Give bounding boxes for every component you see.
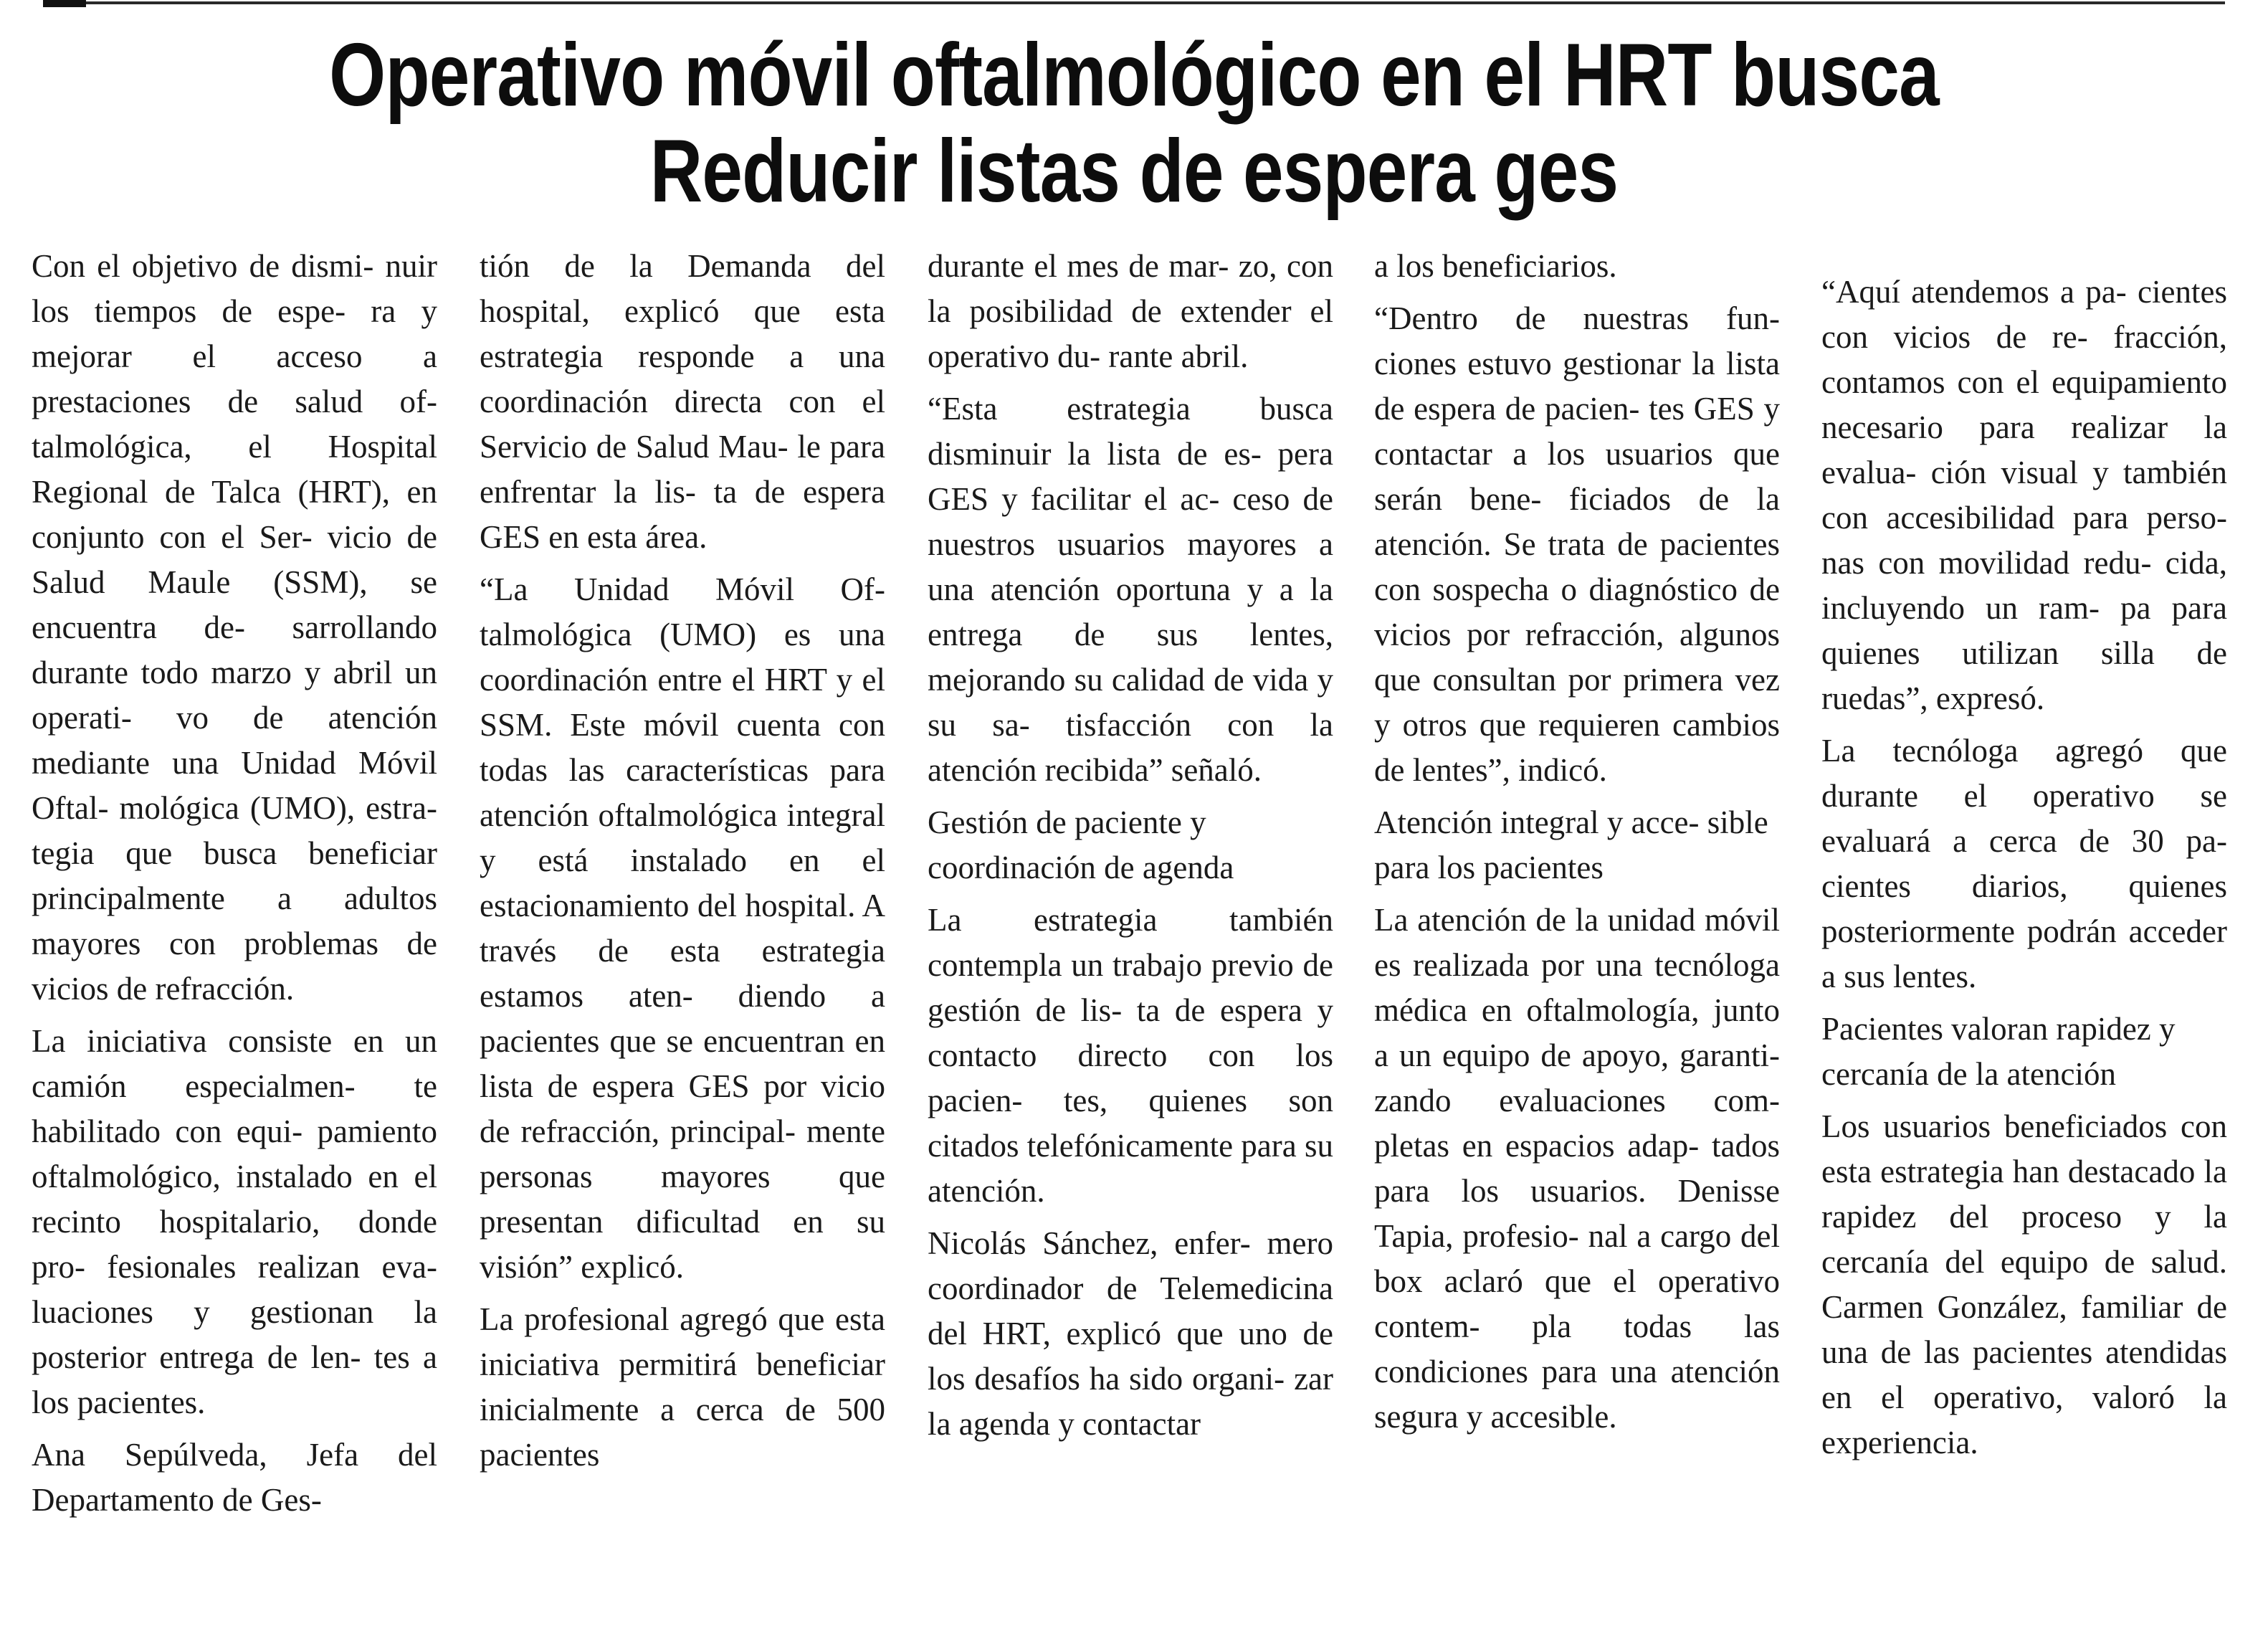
paragraph: durante el mes de mar- zo, con la posibilidad de extender el operativo du- rante abril. <box>928 248 1333 374</box>
headline-line-1: Operativo móvil oftalmológico en el HRT busca <box>329 26 1939 125</box>
column-2 <box>480 244 885 1485</box>
column-1 <box>32 244 437 1530</box>
paragraph: La atención de la unidad móvil es realizada por una tecnóloga médica en oftalmología, junto a un equipo de apoyo, garanti- zando evaluaciones com- pletas en espacios adap- tados para los usuarios. Denisse Tapia, profesio- nal a cargo del box aclaró que el operativo contem- pla todas las condiciones para una atención segura y accesible. <box>1374 902 1780 1435</box>
column-3 <box>928 244 1333 1454</box>
subheading: Gestión de paciente y coordinación de agenda <box>928 804 1234 885</box>
subheading: Atención integral y acce- sible para los pacientes <box>1374 804 1768 885</box>
headline-line-2: Reducir listas de espera ges <box>649 122 1619 221</box>
paragraph: La tecnóloga agregó que durante el operativo se evaluará a cerca de 30 pa- cientes diarios, quienes posteriormente podrán acceder a sus lentes. <box>1821 733 2227 994</box>
paragraph: La estrategia también contempla un trabajo previo de gestión de lis- ta de espera y contacto directo con los pacien- tes, quienes son citados telefónicamente para su atención. <box>928 902 1333 1209</box>
paragraph: “La Unidad Móvil Of- talmológica (UMO) es una coordinación entre el HRT y el SSM. Este móvil cuenta con todas las características para atención oftalmológica integral y está instalado en el estacionamiento del hospital. A través de esta estrategia estamos aten- diendo a pacientes que se encuentran en lista de espera GES por vicio de refracción, principal- mente personas mayores que presentan dificultad en su visión” explicó. <box>480 571 885 1285</box>
paragraph: Ana Sepúlveda, Jefa del Departamento de Ges- <box>32 1437 437 1518</box>
paragraph: La profesional agregó que esta iniciativa permitirá beneficiar inicialmente a cerca de 500 pacientes <box>480 1301 885 1473</box>
article-headline <box>239 27 2029 219</box>
paragraph: Los usuarios beneficiados con esta estrategia han destacado la rapidez del proceso y la cercanía del equipo de salud. Carmen González, familiar de una de las pacientes atendidas en el operativo, valoró la experiencia. <box>1821 1108 2227 1460</box>
paragraph: “Esta estrategia busca disminuir la lista de es- pera GES y facilitar el ac- ceso de nuestros usuarios mayores a una atención oportuna y a la entrega de sus lentes, mejorando su calidad de vida y su sa- tisfacción con la atención recibida” señaló. <box>928 391 1333 788</box>
paragraph: a los beneficiarios. <box>1374 248 1617 284</box>
paragraph: “Aquí atendemos a pa- cientes con vicios de re- fracción, contamos con el equipamiento necesario para realizar la evalua- ción visual y también con accesibilidad para perso- nas con movilidad redu- cida, incluyendo un ram- pa para quienes utilizan silla de ruedas”, expresó. <box>1821 274 2227 716</box>
column-4 <box>1374 244 1780 1447</box>
paragraph: “Dentro de nuestras fun- ciones estuvo gestionar la lista de espera de pacien- tes GES y contactar a los usuarios que serán bene- ficiados de la atención. Se trata de pacientes con sospecha o diagnóstico de vicios por refracción, algunos que consultan por primera vez y otros que requieren cambios de lentes”, indicó. <box>1374 300 1780 788</box>
subheading: Pacientes valoran rapidez y cercanía de la atención <box>1821 1011 2176 1092</box>
paragraph: tión de la Demanda del hospital, explicó que esta estrategia responde a una coordinación directa con el Servicio de Salud Mau- le para enfrentar la lis- ta de espera GES en esta área. <box>480 248 885 555</box>
column-5 <box>1821 244 2227 1473</box>
top-rule <box>43 1 2225 4</box>
article-body <box>32 244 2232 1627</box>
section-tab-marker <box>43 0 86 7</box>
paragraph: Con el objetivo de dismi- nuir los tiempos de espe- ra y mejorar el acceso a prestaciones de salud of- talmológica, el Hospital Regional de Talca (HRT), en conjunto con el Ser- vicio de Salud Maule (SSM), se encuentra de- sarrollando durante todo marzo y abril un operati- vo de atención mediante una Unidad Móvil Oftal- mológica (UMO), estra- tegia que busca beneficiar principalmente a adultos mayores con problemas de vicios de refracción. <box>32 248 437 1007</box>
paragraph: La iniciativa consiste en un camión especialmen- te habilitado con equi- pamiento oftalmológico, instalado en el recinto hospitalario, donde pro- fesionales realizan eva- luaciones y gestionan la posterior entrega de len- tes a los pacientes. <box>32 1023 437 1420</box>
paragraph: Nicolás Sánchez, enfer- mero coordinador de Telemedicina del HRT, explicó que uno de los desafíos ha sido organi- zar la agenda y contactar <box>928 1225 1333 1442</box>
